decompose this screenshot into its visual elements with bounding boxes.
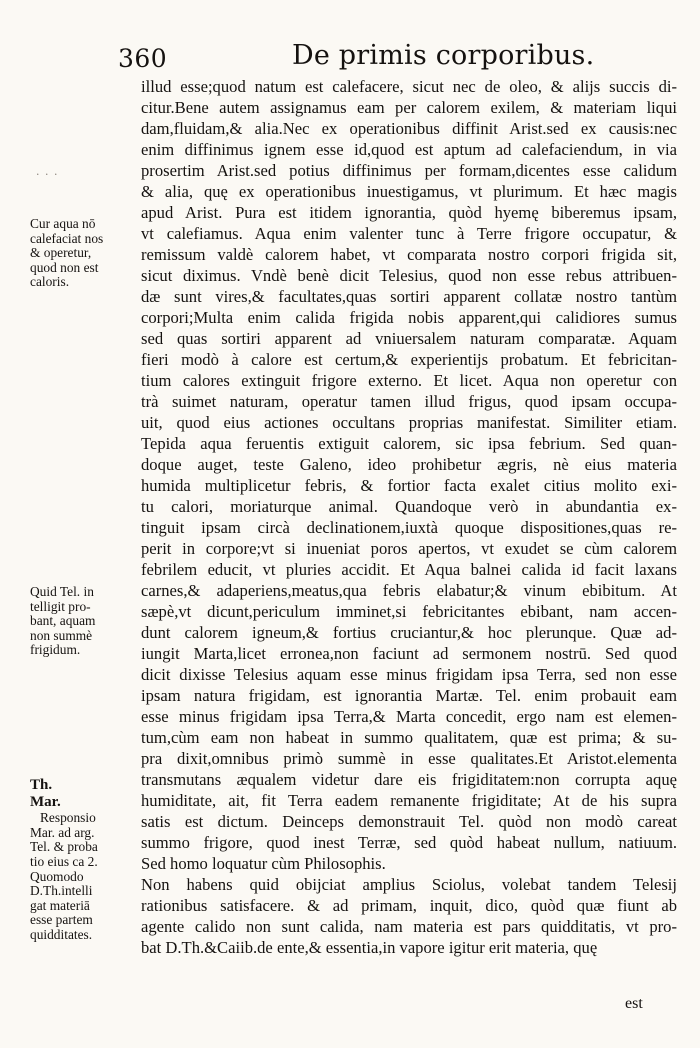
text-line: transmutans æqualem videtur dare eis frigiditatem:non corrupta aquę [141, 770, 677, 789]
text-line: dæ sunt vires,& facultates,quas sortiri apparent collatæ nostro tantùm [141, 287, 677, 306]
margin-smudge: · · · [36, 168, 59, 181]
text-line: tum,cùm eam non habeat in summo qualitatem, quæ est prima; & su- [141, 728, 677, 747]
marginal-line: quod non est [30, 259, 99, 275]
marginal-abbrev: Mar. [30, 793, 61, 810]
marginal-line: D.Th.intelli [30, 883, 93, 899]
text-line: prosertim Arist.sed potius diffinimus per formam,dicentes esse calidum [141, 161, 677, 180]
text-line: esse minus frigidam ipsa Terra,& Marta concedit, ergo nam est elemen- [141, 707, 677, 726]
text-line: ipsam natura frigidam, est ignorantia Martæ. Tel. enim probauit eam [141, 686, 677, 705]
text-line: tinguit ipsam circà declinationem,iuxtà quoque dispositiones,quas re- [141, 518, 677, 537]
marginal-line: quidditates. [30, 926, 93, 942]
marginal-line: Mar. ad arg. [30, 824, 95, 840]
marginal-line: Responsio [40, 810, 96, 826]
text-line: humida multiplicetur febris, & fortior facta exalet citius molito exi- [141, 476, 677, 495]
text-line: Non habens quid obijciat amplius Sciolus, volebat tandem Telesij [141, 875, 677, 894]
marginal-line: esse partem [30, 912, 93, 928]
marginal-line: & operetur, [30, 245, 92, 261]
marginal-abbrev: Th. [30, 777, 53, 793]
marginal-line: gat materiā [30, 897, 90, 913]
marginal-line: Quid Tel. in [30, 584, 94, 599]
text-line: fieri modò à calore est certum,& experientijs probatum. Et febricitan- [141, 350, 677, 369]
text-line: trà suimet naturam, operatur tamen illud frigus, quod ipsam occupa- [141, 392, 677, 411]
text-line: agente calido non sunt calida, nam materia est pars quidditatis, vt pro- [141, 917, 677, 936]
marginal-line: calefaciat nos [30, 230, 104, 246]
text-line: doque auget, teste Galeno, ideo prohibetur ægris, nè eius materia [141, 455, 677, 474]
text-line: & alia, quę ex operationibus inuestigamus, vt plurimum. Et hæc magis [141, 182, 677, 201]
text-line: tium calores extinguit frigore externo. Et licet. Aqua non operetur con [141, 371, 677, 390]
text-line: carnes,& adaperiens,meatus,qua febris elabatur;& vinum ebibitum. At [141, 581, 677, 600]
text-line: humiditate, ait, fit Terra eadem remanente frigiditate; At de his supra [141, 791, 677, 810]
text-line: sæpè,vt dicunt,periculum imminet,si febricitantes ebibant, nam accen- [141, 602, 677, 621]
text-line: rationibus satisfacere. & ad primam, inquit, dico, quòd quæ fiunt ab [141, 896, 677, 915]
marginal-line: Cur aqua nō [30, 216, 96, 231]
marginal-line: caloris. [30, 274, 70, 290]
text-line: enim diffinimus ignem esse id,quod est aptum ad calefaciendum, in via [141, 140, 677, 159]
text-line: illud esse;quod natum est calefacere, sicut nec de oleo, & alijs succis di- [141, 77, 677, 96]
text-line: tu calori, moriaturque animal. Quandoque verò in abundantia ex- [141, 497, 677, 516]
text-line: dunt calorem igneum,& fortius cruciantur,& hoc plerunque. Quæ ad- [141, 623, 677, 642]
text-line: sicut diximus. Vndè benè dicit Telesius, quod non esse rebus attribuen- [141, 266, 677, 285]
marginal-note-3 [30, 778, 126, 943]
marginal-line: tio eius ca 2. [30, 853, 98, 869]
text-line: summo frigore, quod inest Terræ, sed quòd habeat nullum, natiuum. [141, 833, 677, 852]
text-line: apud Arist. Pura est itidem ignorantia, quòd hyemę biberemus ipsam, [141, 203, 677, 222]
text-line: pra dixit,omnibus primò summè in esse qualitates.Et Aristot.elementa [141, 749, 677, 768]
text-line: remissum valdè calorem habet, vt comparata nostro corpori frigida sit, [141, 245, 677, 264]
running-title: De primis corporibus. [292, 40, 595, 71]
text-line: Sed homo loquatur cùm Philosophis. [141, 854, 386, 873]
text-line: dicit dixisse Telesius aquam esse minus frigidam ipsa Terra, sed non esse [141, 665, 677, 684]
text-line: vt calefiamus. Aqua enim valenter tunc à Terre frigore occupatur, & [141, 224, 677, 243]
text-line: perit in corpore;vt si inueniat poros apertos, vt exudet se cùm calorem [141, 539, 677, 558]
text-line: dam,fluidam,& alia.Nec ex operationibus diffinit Arist.sed ex causis:nec [141, 119, 677, 138]
marginal-line: frigidum. [30, 642, 81, 658]
text-line: citur.Bene autem assignamus eam per calorem exilem, & materiam liqui [141, 98, 677, 117]
marginal-line: telligit pro- [30, 598, 91, 614]
catchword: est [625, 995, 643, 1012]
text-line: uit, quod eius actiones occultans proprias manifestat. Similiter etiam. [141, 413, 677, 432]
marginal-line: Quomodo [30, 868, 84, 884]
text-line: corpori;Multa enim calida frigida nobis apparent,qui calidiores sumus [141, 308, 677, 327]
text-line: iungit Marta,licet erronea,non faciunt ad sermonem nostrū. Sed quod [141, 644, 677, 663]
marginal-line: bant, aquam [30, 613, 96, 629]
marginal-line: Tel. & proba [30, 839, 98, 855]
text-line: bat D.Th.&Caiib.de ente,& essentia,in vapore igitur erit materia, quę [141, 938, 598, 957]
marginal-note-1 [30, 217, 126, 290]
main-text-block [141, 76, 677, 958]
marginal-line: non summè [30, 627, 93, 643]
text-line: sed quas sortiri apparent ad vniuersalem naturam comparatæ. Aquam [141, 329, 677, 348]
text-line: Tepida aqua feruentis extiguit calorem, sic ipsa febrium. Sed quan- [141, 434, 677, 453]
text-line: febrilem educit, vt pluries accidit. Et Aqua balnei calida id facit laxans [141, 560, 677, 579]
marginal-note-2 [30, 585, 126, 658]
page-number: 360 [118, 44, 168, 73]
text-line: satis est dictum. Deinceps demonstrauit Tel. quòd non modò careat [141, 812, 677, 831]
